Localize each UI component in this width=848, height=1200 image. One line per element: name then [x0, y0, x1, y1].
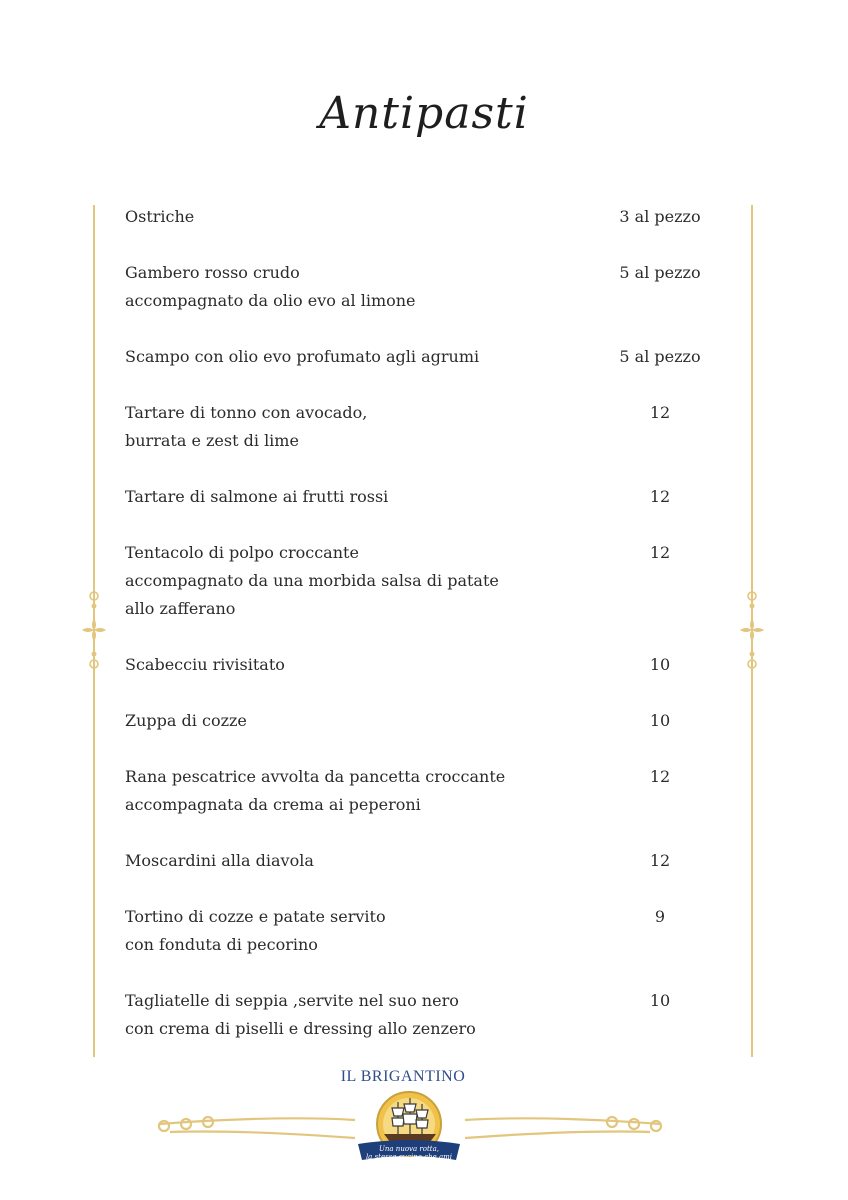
menu-item-line: allo zafferano: [125, 599, 236, 618]
menu-item-price: 12: [649, 767, 671, 786]
menu-item: [125, 539, 725, 623]
menu-item-line: Tortino di cozze e patate servito: [125, 907, 386, 926]
menu-item: [125, 203, 725, 231]
menu-item-line: Tagliatelle di seppia ,servite nel suo nero: [125, 991, 459, 1010]
menu-item-line: accompagnato da olio evo al limone: [125, 291, 416, 310]
menu-item-price: 10: [649, 711, 671, 730]
menu-item-name: [125, 763, 565, 819]
menu-item-price: 12: [649, 487, 671, 506]
menu-item-price: 5 al pezzo: [619, 263, 701, 282]
menu-item-line: Scampo con olio evo profumato agli agrumi: [125, 347, 480, 366]
menu-item-line: Tartare di salmone ai frutti rossi: [125, 487, 389, 506]
logo-tagline-1: Una nuova rotta,: [379, 1145, 439, 1153]
menu-item-name: [125, 259, 565, 315]
menu-item-name: [125, 651, 565, 679]
menu-item: [125, 763, 725, 819]
menu-item-name: [125, 903, 565, 959]
menu-item-line: accompagnata da crema ai peperoni: [125, 795, 421, 814]
page-title: Antipasti: [319, 88, 529, 139]
logo-tagline-2: la stessa cucina che ami: [365, 1153, 453, 1161]
menu-list: [125, 203, 725, 1071]
menu-item-line: burrata e zest di lime: [125, 431, 299, 450]
menu-item-line: Moscardini alla diavola: [125, 851, 314, 870]
menu-item-name: [125, 847, 565, 875]
menu-item-price: 3 al pezzo: [619, 207, 701, 226]
right-ornament-icon: [740, 584, 764, 676]
menu-item-price: 12: [649, 543, 671, 562]
menu-item-price: 9: [654, 907, 666, 926]
menu-item: [125, 903, 725, 959]
menu-item-name: [125, 399, 565, 455]
menu-item-line: Zuppa di cozze: [125, 711, 247, 730]
menu-item-price: 10: [649, 991, 671, 1010]
brigantino-logo-icon: [354, 1088, 464, 1172]
menu-item-name: [125, 707, 565, 735]
menu-item-name: [125, 539, 565, 623]
menu-item-line: con crema di piselli e dressing allo zenzero: [125, 1019, 476, 1038]
left-ornament-icon: [82, 584, 106, 676]
brand-name: IL BRIGANTINO: [340, 1068, 466, 1085]
menu-item-line: accompagnato da una morbida salsa di patate: [125, 571, 499, 590]
menu-item-line: Scabecciu rivisitato: [125, 655, 285, 674]
menu-item: [125, 399, 725, 455]
menu-item: [125, 707, 725, 735]
menu-item-line: Rana pescatrice avvolta da pancetta croccante: [125, 767, 506, 786]
menu-item-name: [125, 483, 565, 511]
menu-item-line: Tentacolo di polpo croccante: [125, 543, 359, 562]
menu-item-price: 12: [649, 851, 671, 870]
menu-item: [125, 651, 725, 679]
menu-item-price: 10: [649, 655, 671, 674]
menu-item: [125, 847, 725, 875]
menu-item: [125, 483, 725, 511]
menu-item-line: Ostriche: [125, 207, 195, 226]
menu-item-price: 5 al pezzo: [619, 347, 701, 366]
menu-item-line: Gambero rosso crudo: [125, 263, 300, 282]
menu-item-price: 12: [649, 403, 671, 422]
menu-item-name: [125, 987, 565, 1043]
menu-item: [125, 987, 725, 1043]
menu-item-line: con fondutа di pecorino: [125, 935, 318, 954]
menu-item: [125, 343, 725, 371]
menu-item-line: Tartare di tonno con avocado,: [125, 403, 368, 422]
menu-item: [125, 259, 725, 315]
menu-item-name: [125, 343, 565, 371]
menu-item-name: [125, 203, 565, 231]
